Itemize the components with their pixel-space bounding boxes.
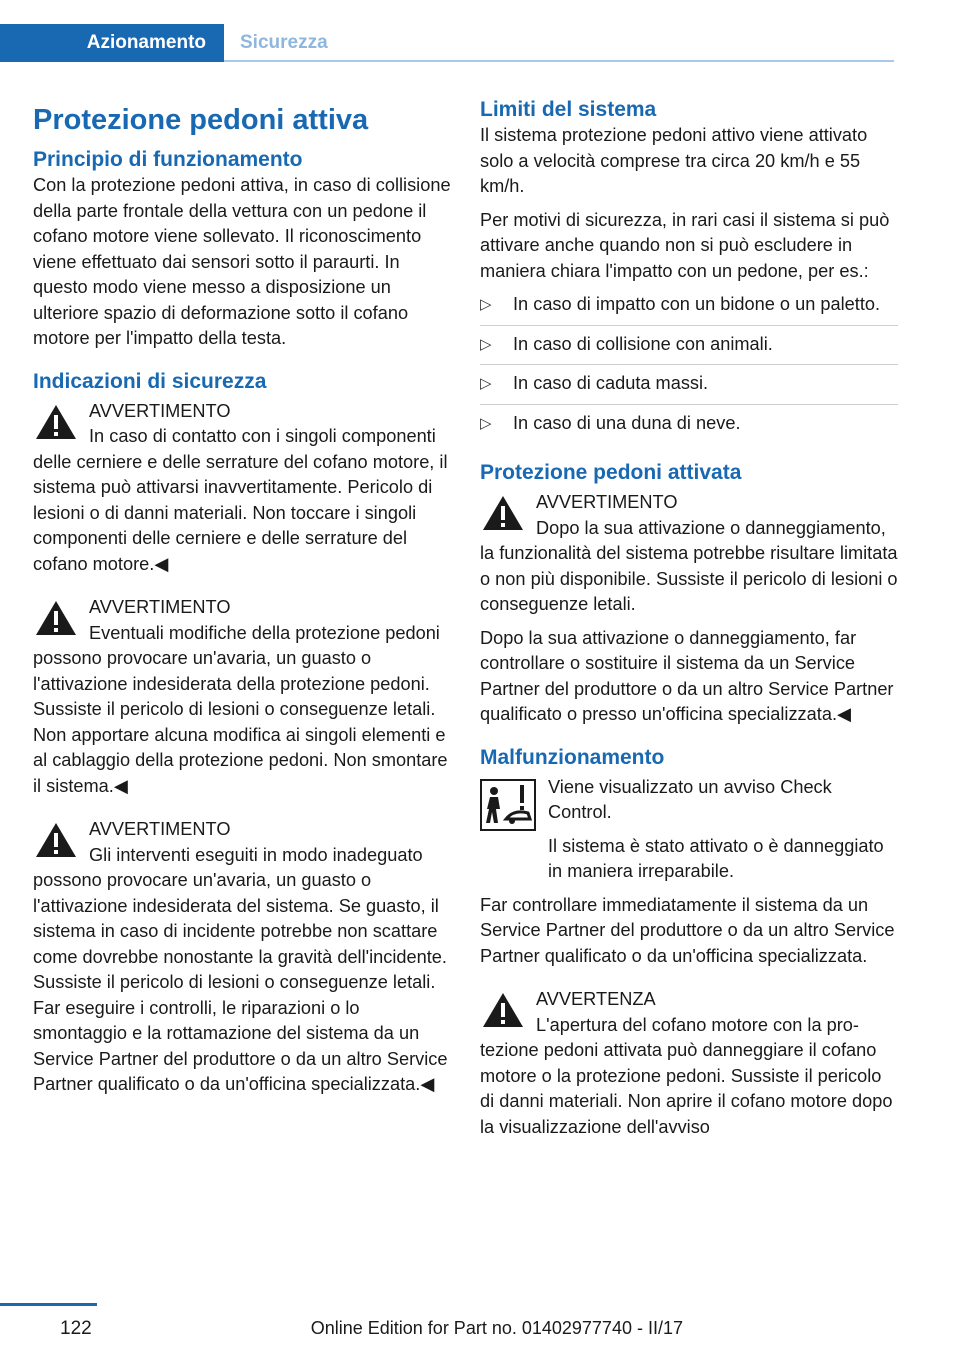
tab-azionamento[interactable]: Azionamento: [0, 24, 224, 62]
page-title: Protezione pedoni attiva: [33, 104, 369, 136]
warning-block: [33, 399, 451, 578]
warning-block: [480, 490, 898, 618]
malfunction-text: Viene visualizzato un avviso Check Control.: [548, 776, 832, 822]
list-item: ▷ In caso di una duna di neve.: [480, 411, 898, 444]
list-item: ▷ In caso di impatto con un bidone o un paletto.: [480, 292, 898, 326]
notice-text: L'apertura del cofano motore con la protezione pedoni attivata può danneggiare il cofano motore o la protezione pedoni. Sussiste il pericolo di danni materiali. Non aprire il cofano motore dopo la visualizzazione dell'avviso: [480, 1014, 893, 1137]
limits-paragraph: Per motivi di sicurezza, in rari casi il sistema si può attivare anche quando non si può escludere in maniera chiara l'impatto con un pedone, per es.:: [480, 209, 890, 281]
warning-text: Eventuali modifiche della protezione pedoni possono provocare un'avaria, un guasto o l'attivazione indesiderata della protezione pedoni. Sussiste il pericolo di lesioni o conseguenze letali. Non apportare alcuna modifica ai singoli elementi e al cablaggio della protezione pedoni. Non smontare il sistema.◀: [33, 622, 448, 796]
page-header: [0, 0, 960, 64]
activated-paragraph: Dopo la sua attivazione o danneggiamento, far controllare o sostituire il sistema da un Service Partner del produttore o da un altro Service Partner qualificato o presso un'officina specializzata.◀: [480, 627, 894, 724]
malfunction-text: Il sistema è stato attivato o è danneggiato in maniera irreparabile.: [548, 835, 884, 881]
warning-text: Gli interventi eseguiti in modo inadeguato possono provocare un'avaria, un guasto o l'attivazione indesiderata del sistema. Se guasto, il sistema in caso di incidente potrebbe non scattare come dovrebbe nonostante la gravità dell'incidente. Sussiste il pericolo di lesioni o conseguenze letali. Far eseguire i controlli, le riparazioni o lo smontaggio e la rottamazione del sistema da un Service Partner del produttore o da un altro Service Partner qualificato o da un'officina specializzata.◀: [33, 844, 448, 1094]
limits-list: [480, 292, 898, 443]
warning-triangle-icon: [480, 492, 526, 534]
section-heading-safety: Indicazioni di sicurezza: [33, 369, 267, 393]
warning-label: AVVERTIMENTO: [89, 400, 231, 421]
triangle-bullet-icon: ▷: [480, 414, 492, 432]
warning-text: Dopo la sua attivazione o danneggiamento, la funzionalità del sistema potrebbe risultare limitata o non più disponibile. Sussiste il pericolo di lesioni o conseguenze letali.: [480, 517, 898, 614]
notice-block: [480, 987, 898, 1140]
warning-triangle-icon: [33, 597, 79, 639]
list-item: ▷ In caso di collisione con animali.: [480, 332, 898, 366]
page-number: 122: [60, 1318, 92, 1339]
footer-rule: [0, 1303, 97, 1306]
warning-triangle-icon: [33, 401, 79, 443]
warning-triangle-icon: [480, 989, 526, 1031]
triangle-bullet-icon: ▷: [480, 335, 492, 353]
section-heading-principle: Principio di funzionamento: [33, 148, 303, 171]
warning-label: AVVERTIMENTO: [89, 819, 231, 839]
malfunction-text: Far controllare immediatamente il sistema da un Service Partner del produttore o da un altro Service Partner qualificato o da un'officina specializzata.: [480, 894, 895, 966]
tab-sicurezza[interactable]: Sicurezza: [240, 32, 328, 53]
notice-label: AVVERTENZA: [536, 989, 656, 1009]
limits-paragraph: Il sistema protezione pedoni attivo viene attivato solo a velocità comprese tra circa 20 km/h e 55 km/h.: [480, 125, 868, 196]
pedestrian-protection-icon: [480, 779, 536, 831]
footer-edition: Online Edition for Part no. 01402977740 - II/17: [310, 1318, 683, 1338]
warning-label: AVVERTIMENTO: [536, 492, 678, 512]
principle-paragraph: Con la protezione pedoni attiva, in caso di collisione della parte frontale della vettura con un pedone il cofano motore viene sollevato. Il riconoscimento viene effettuato dai sensori sotto il paraurti. In questo modo viene messo a disposizione un ulteriore spazio di deformazione sotto il cofano motore per l'impatto della testa.: [33, 175, 451, 348]
header-divider: [224, 60, 894, 62]
malfunction-block: [480, 775, 898, 970]
triangle-bullet-icon: ▷: [480, 296, 492, 313]
left-column: [33, 96, 451, 1106]
list-item: ▷ In caso di caduta massi.: [480, 371, 898, 405]
warning-block: [33, 817, 451, 1098]
section-heading-malfunction: Malfunzionamento: [480, 745, 665, 769]
warning-block: [33, 595, 451, 799]
warning-triangle-icon: [33, 819, 79, 861]
section-heading-activated: Protezione pedoni attivata: [480, 461, 742, 484]
warning-text: In caso di contatto con i singoli componenti delle cerniere e delle serrature del cofano motore, il sistema può attivarsi inavvertitamente. Pericolo di lesioni o di danni materiali. Non toccare i singoli componenti delle cerniere e delle serrature del cofano motore.◀: [33, 426, 448, 574]
warning-label: AVVERTIMENTO: [89, 597, 231, 617]
right-column: [480, 96, 898, 1148]
triangle-bullet-icon: ▷: [480, 375, 492, 392]
section-heading-limits: Limiti del sistema: [480, 98, 657, 121]
